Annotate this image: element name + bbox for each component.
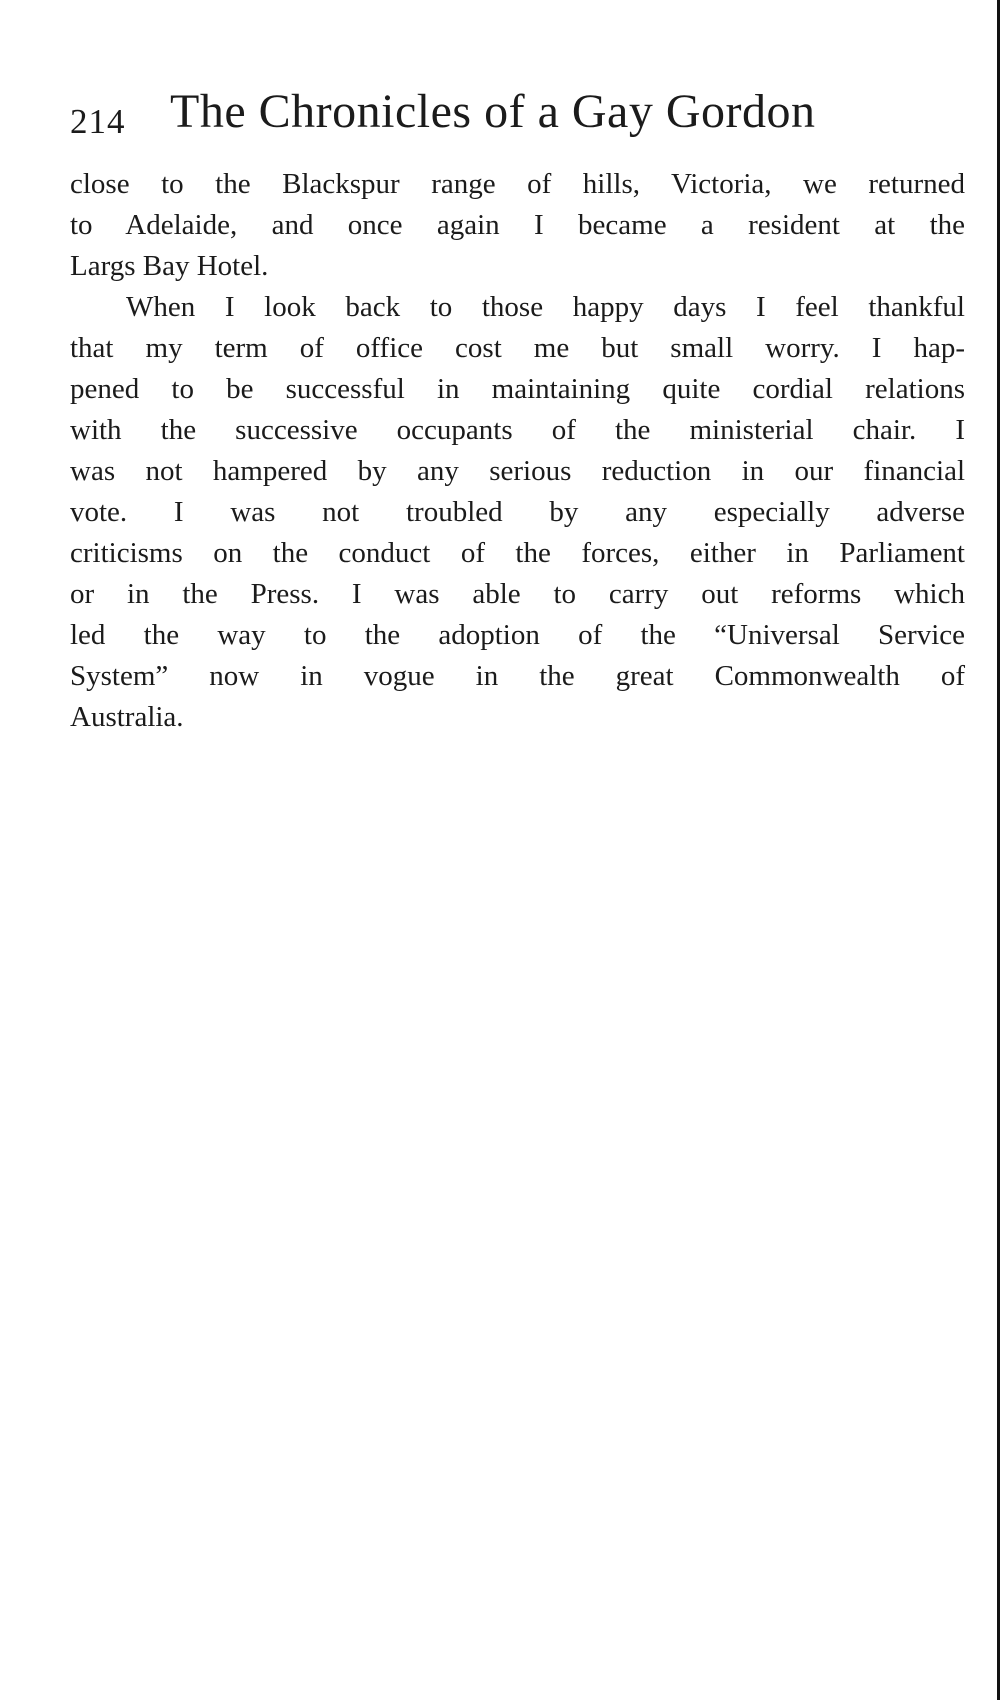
- text-line: or in the Press. I was able to carry out reforms which: [70, 578, 965, 610]
- paragraph-1: [70, 164, 965, 287]
- text-line: that my term of office cost me but small worry. I hap-: [70, 332, 965, 364]
- text-line: to Adelaide, and once again I became a resident at the: [70, 209, 965, 241]
- paragraph-2: [70, 287, 965, 738]
- page-number: 214: [70, 102, 126, 141]
- text-line: System” now in vogue in the great Commonwealth of: [70, 660, 965, 692]
- text-line: led the way to the adoption of the “Universal Service: [70, 619, 965, 651]
- running-title: The Chronicles of a Gay Gordon: [170, 85, 816, 138]
- text-line: with the successive occupants of the ministerial chair. I: [70, 414, 965, 446]
- body-text: [70, 164, 965, 738]
- running-head: [70, 84, 930, 154]
- text-line: criticisms on the conduct of the forces, either in Parliament: [70, 537, 965, 569]
- text-line: When I look back to those happy days I feel thankful: [126, 291, 965, 323]
- text-line: Largs Bay Hotel.: [70, 250, 269, 282]
- text-line: was not hampered by any serious reduction in our financial: [70, 455, 965, 487]
- text-line: Australia.: [70, 701, 184, 733]
- text-line: close to the Blackspur range of hills, Victoria, we returned: [70, 168, 965, 200]
- text-line: vote. I was not troubled by any especially adverse: [70, 496, 965, 528]
- text-line: pened to be successful in maintaining quite cordial relations: [70, 373, 965, 405]
